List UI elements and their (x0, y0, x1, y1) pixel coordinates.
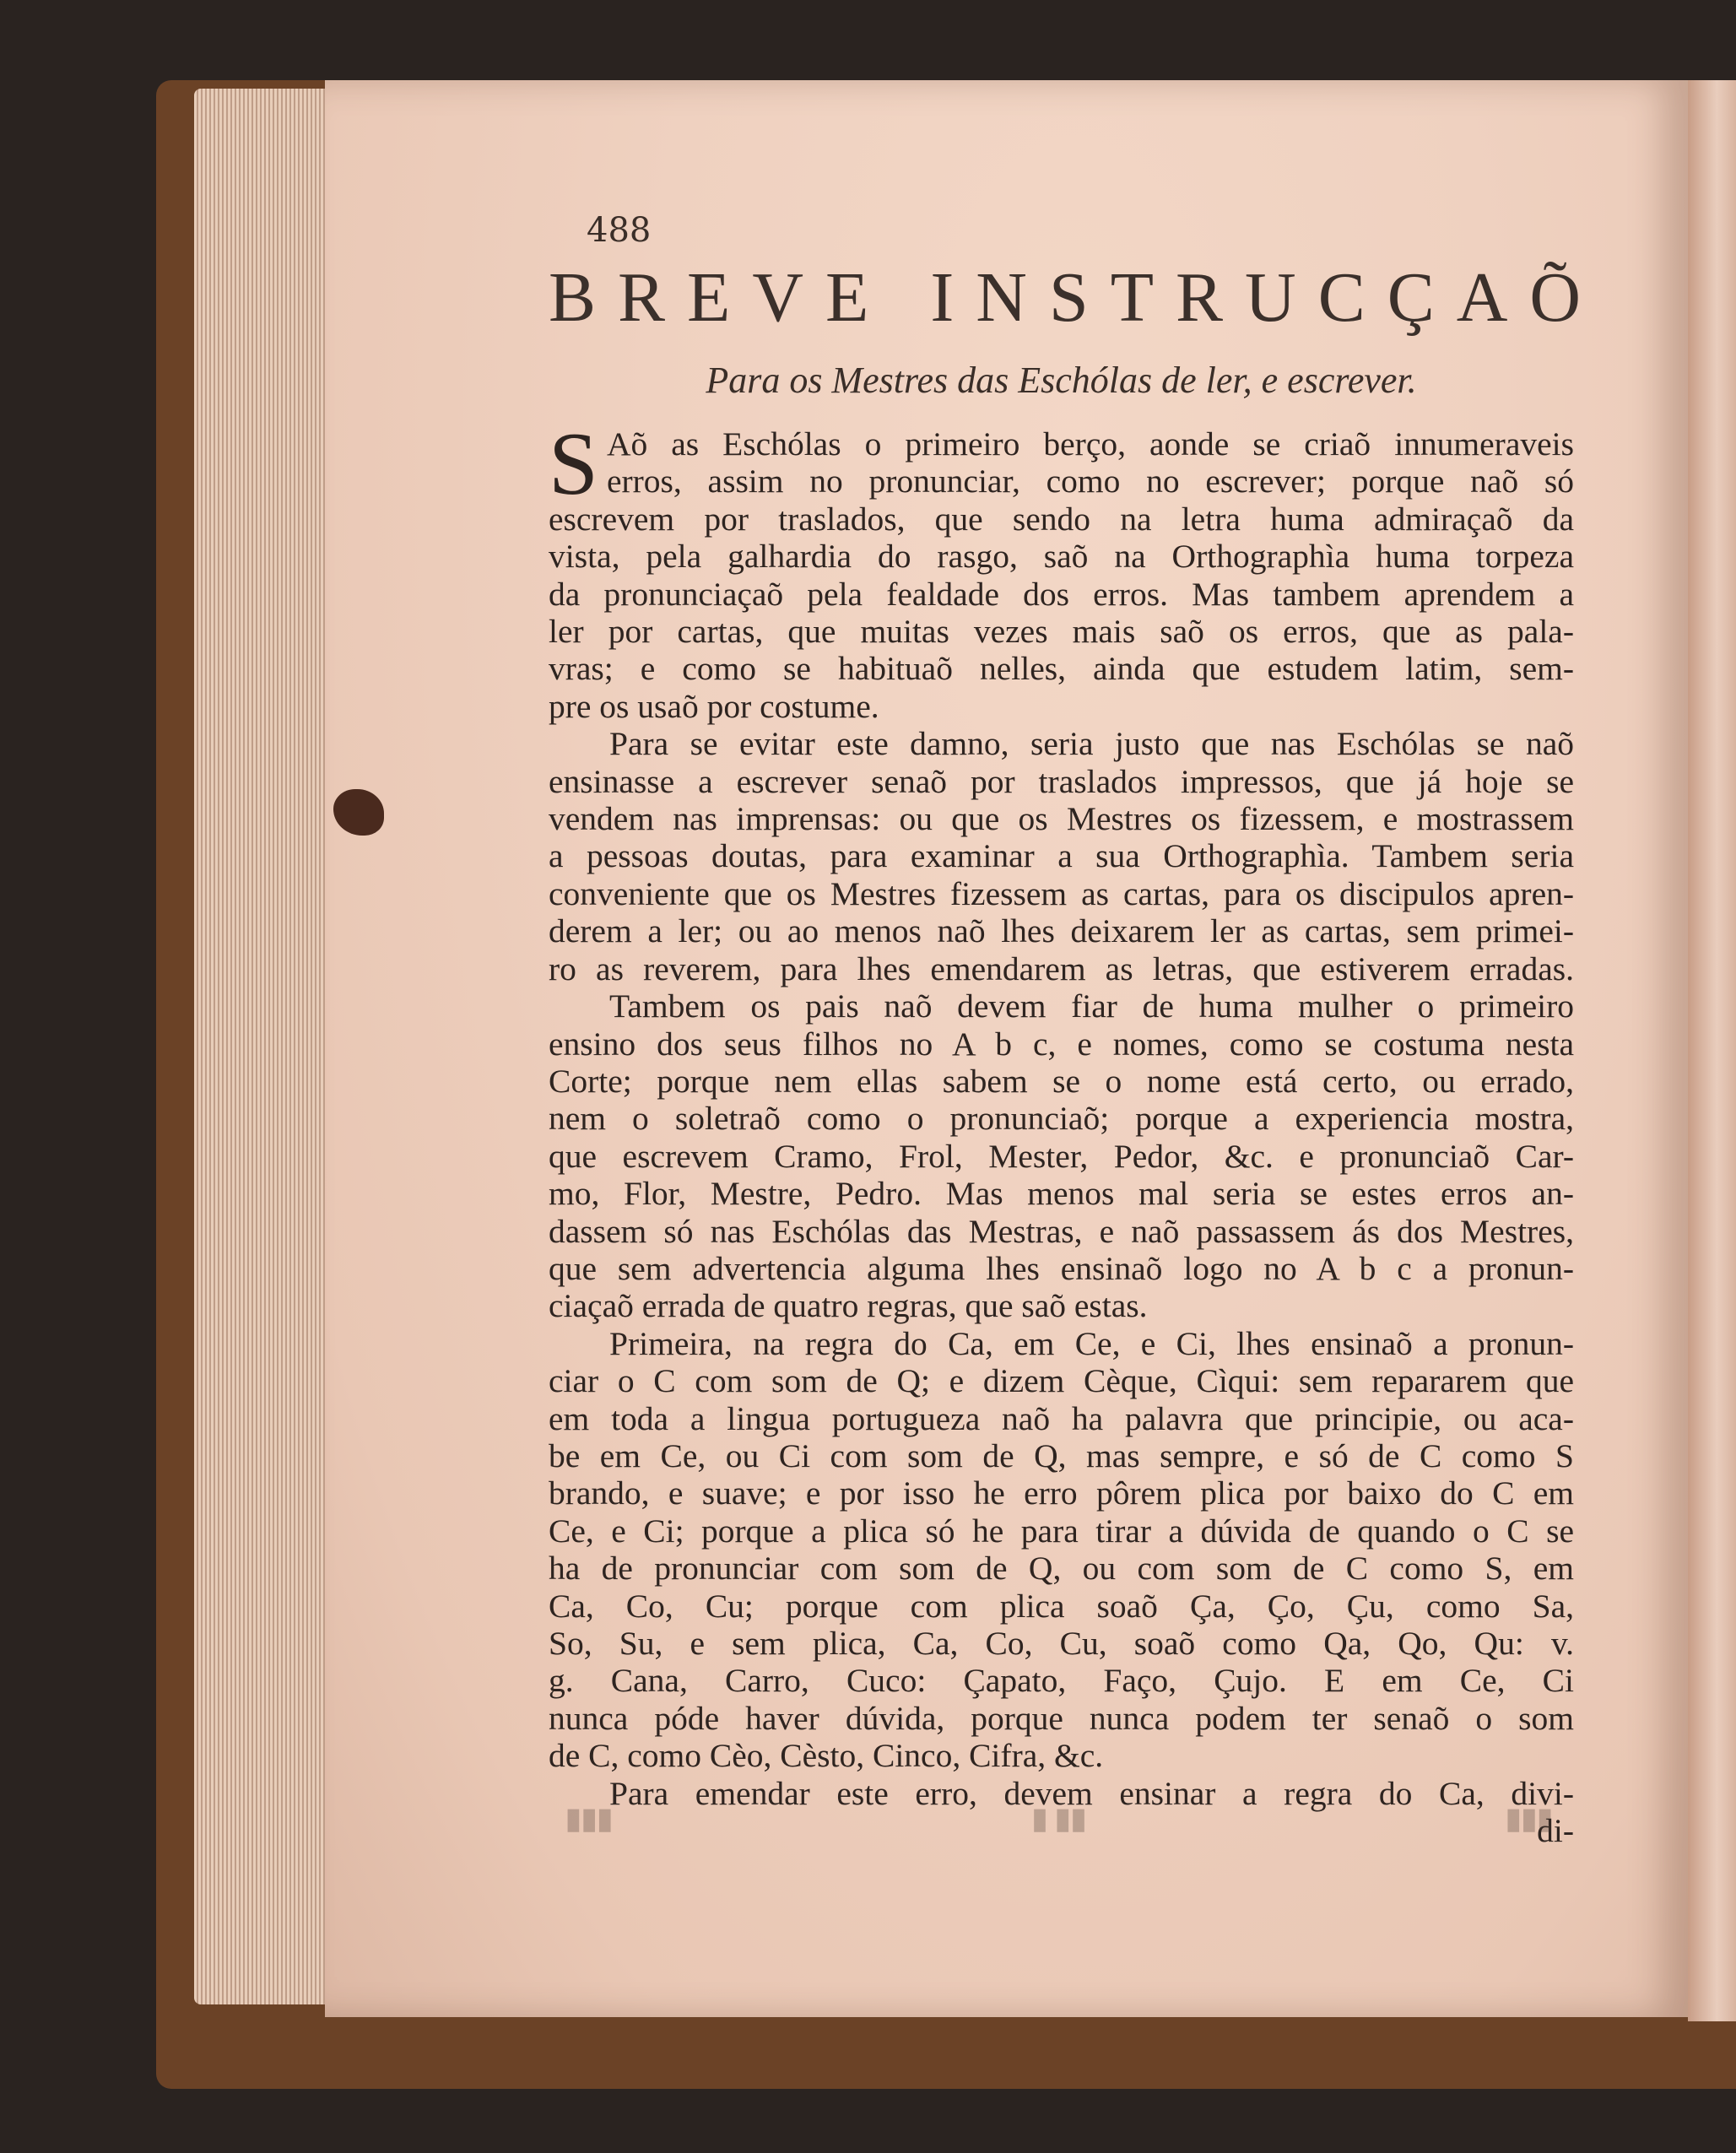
text-line: Corte; porque nem ellas sabem se o nome está certo, ou errado, (549, 1062, 1574, 1100)
text-line: Ce, e Ci; porque a plica só he para tirar a dúvida de quando o C se (549, 1512, 1574, 1550)
text-line: vras; e como se habituaõ nelles, ainda que estudem latim, sem- (549, 650, 1574, 688)
text-line: ha de pronunciar com som de Q, ou com som de C como S, em (549, 1550, 1574, 1588)
text-line: a pessoas doutas, para examinar a sua Orthographìa. Tambem seria (549, 837, 1574, 875)
page-edges (194, 89, 329, 2004)
text-line: Tambem os pais naõ devem fiar de huma mulher o primeiro (609, 987, 1574, 1025)
text-line: So, Su, e sem plica, Ca, Co, Cu, soaõ como Qa, Qo, Qu: v. (549, 1625, 1574, 1662)
drop-capital: S (549, 414, 598, 513)
text-line: Para se evitar este damno, seria justo que nas Eschólas se naõ (609, 725, 1574, 763)
text-line: Aõ as Eschólas o primeiro berço, aonde se criaõ innumeraveis (606, 425, 1574, 463)
text-line: nunca póde haver dúvida, porque nunca podem ter senaõ o som (549, 1699, 1574, 1737)
text-line: be em Ce, ou Ci com som de Q, mas sempre, e só de C como S (549, 1436, 1574, 1474)
text-line: de C, como Cèo, Cèsto, Cinco, Cifra, &c. (549, 1737, 1104, 1775)
text-line: erros, assim no pronunciar, como no escrever; porque naõ só (606, 463, 1574, 500)
show-through-mark: ▮▮▮ (1505, 1804, 1553, 1835)
text-line: Para emendar este erro, devem ensinar a regra do Ca, divi- (609, 1774, 1574, 1812)
text-line: mo, Flor, Mestre, Pedro. Mas menos mal seria se estes erros an- (549, 1175, 1574, 1213)
paragraph-4 (549, 1325, 1574, 1775)
text-line: ro as reverem, para lhes emendarem as letras, que estiverem erradas. (549, 949, 1574, 987)
text-line: brando, e suave; e por isso he erro pôrem plica por baixo do C em (549, 1474, 1574, 1512)
text-line: nem o soletraõ como o pronunciaõ; porque a experiencia mostra, (549, 1100, 1574, 1138)
show-through-mark: ▮▮▮ (565, 1804, 614, 1835)
text-line: pre os usaõ por costume. (549, 687, 879, 725)
show-through-text (565, 1802, 1553, 1836)
text-line: ciaçaõ errada de quatro regras, que saõ estas. (549, 1287, 1148, 1325)
text-line: ensino dos seus filhos no A b c, e nomes, como se costuma nesta (549, 1025, 1574, 1063)
text-line: em toda a lingua portugueza naõ ha palavra que principie, ou aca- (549, 1399, 1574, 1437)
show-through-mark: ▮▮ ▮ (1031, 1804, 1087, 1835)
text-line: escrevem por traslados, que sendo na letra huma admiraçaõ da (549, 500, 1574, 538)
text-line: que escrevem Cramo, Frol, Mester, Pedor, &c. e pronunciaõ Car- (549, 1137, 1574, 1175)
paragraph-3 (549, 987, 1574, 1325)
text-line: que sem advertencia alguma lhes ensinaõ logo no A b c a pronun- (549, 1249, 1574, 1287)
page-title: BREVE INSTRUCÇAÕ (549, 258, 1604, 337)
text-line: ciar o C com som de Q; e dizem Cèque, Cìqui: sem repararem que (549, 1362, 1574, 1400)
text-line: ensinasse a escrever senaõ por traslados impressos, que já hoje se (549, 762, 1574, 800)
text-line: ler por cartas, que muitas vezes mais saõ os erros, que as pala- (549, 613, 1574, 651)
text-line: Primeira, na regra do Ca, em Ce, e Ci, lhes ensinaõ a pronun- (609, 1324, 1574, 1362)
text-line: g. Cana, Carro, Cuco: Çapato, Faço, Çujo. E em Ce, Ci (549, 1662, 1574, 1700)
paragraph-1 (549, 414, 1574, 725)
page-subtitle: Para os Mestres das Eschólas de ler, e escrever. (706, 360, 1417, 401)
paragraph-2 (549, 725, 1574, 987)
text-line: Ca, Co, Cu; porque com plica soaõ Ça, Ço, Çu, como Sa, (549, 1587, 1574, 1625)
text-line: da pronunciaçaõ pela fealdade dos erros. Mas tambem aprendem a (549, 575, 1574, 613)
page-text-area (549, 211, 1604, 1850)
body-text (549, 414, 1574, 1812)
catchword: di- (1537, 1812, 1574, 1850)
text-line: derem a ler; ou ao menos naõ lhes deixarem ler as cartas, sem primei- (549, 912, 1574, 950)
text-line: vendem nas imprensas: ou que os Mestres os fizessem, e mostrassem (549, 800, 1574, 838)
page-number: 488 (587, 211, 652, 250)
text-line: conveniente que os Mestres fizessem as cartas, para os discipulos apren- (549, 874, 1574, 912)
text-line: dassem só nas Eschólas das Mestras, e naõ passassem ás dos Mestres, (549, 1212, 1574, 1250)
text-line: vista, pela galhardia do rasgo, saõ na Orthographìa huma torpeza (549, 538, 1574, 576)
page-gutter (1688, 80, 1736, 2021)
